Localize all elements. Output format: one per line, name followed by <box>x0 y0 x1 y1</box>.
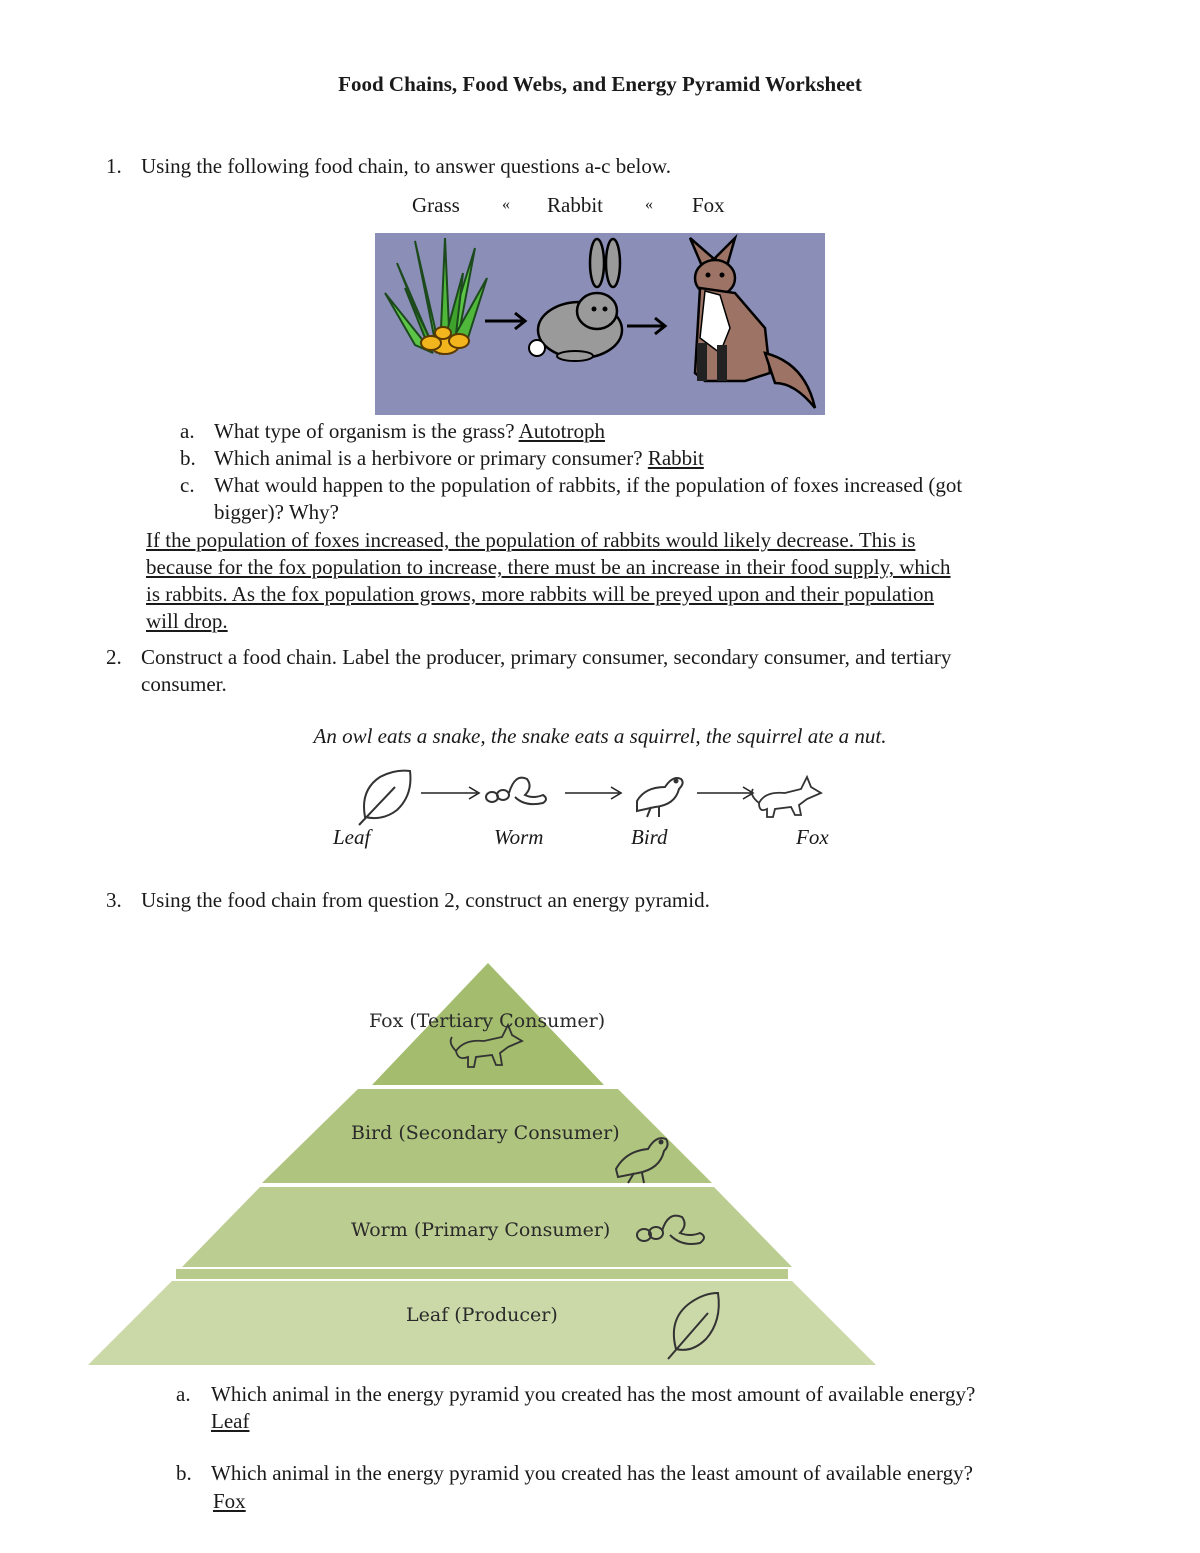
arrow-right-icon <box>697 787 753 799</box>
label-bird: Bird <box>631 825 668 849</box>
q1c-text-2: bigger)? Why? <box>214 500 339 524</box>
q1c-answer-line-3: is rabbits. As the fox population grows, more rabbits will be preyed upon and their population <box>146 582 934 606</box>
q1a-text: What type of organism is the grass? <box>214 419 515 443</box>
q2-sentence: An owl eats a snake, the snake eats a squirrel, the squirrel ate a nut. <box>313 724 887 748</box>
fox-icon <box>752 777 821 817</box>
pyramid-label-third: Worm (Primary Consumer) <box>351 1219 611 1241</box>
label-worm: Worm <box>494 825 544 849</box>
q1b-text: Which animal is a herbivore or primary consumer? <box>214 446 643 470</box>
q3a-text: Which animal in the energy pyramid you created has the most amount of available energy? <box>211 1382 976 1406</box>
q3b-text: Which animal in the energy pyramid you created has the least amount of available energy? <box>211 1461 973 1485</box>
label-fox: Fox <box>796 825 829 849</box>
label-leaf: Leaf <box>333 825 371 849</box>
page-title: Food Chains, Food Webs, and Energy Pyramid Worksheet <box>338 72 862 96</box>
q3b-answer: Fox <box>213 1489 246 1513</box>
chain-separator-1: « <box>502 196 510 213</box>
q2-text-2: consumer. <box>141 672 227 696</box>
q3a-answer: Leaf <box>211 1409 250 1433</box>
q1b-marker: b. <box>180 446 196 470</box>
food-chain-illustration <box>375 233 825 415</box>
worm-icon <box>486 778 546 805</box>
q1a-marker: a. <box>180 419 195 443</box>
q3a-marker: a. <box>176 1382 191 1406</box>
q1a-line <box>214 418 605 445</box>
q1b-answer: Rabbit <box>647 446 704 470</box>
arrow-right-icon <box>565 787 621 799</box>
chain-grass: Grass <box>412 193 460 217</box>
q1c-text-1: What would happen to the population of rabbits, if the population of foxes increased (got <box>214 473 963 497</box>
pyramid-label-second: Bird (Secondary Consumer) <box>351 1122 620 1144</box>
q3b-marker: b. <box>176 1461 192 1485</box>
pyramid-separator <box>176 1269 788 1279</box>
chain-fox: Fox <box>692 193 725 217</box>
q3-number: 3. <box>106 888 122 912</box>
q1c-answer-line-2: because for the fox population to increase, there must be an increase in their food supply, which <box>146 555 951 579</box>
pyramid-label-top: Fox (Tertiary Consumer) <box>369 1010 606 1032</box>
pyramid-label-bottom: Leaf (Producer) <box>406 1304 558 1326</box>
q1c-answer-line-1: If the population of foxes increased, the population of rabbits would likely decrease. This is <box>146 528 916 552</box>
q1-text: Using the following food chain, to answer questions a-c below. <box>141 154 671 178</box>
q2-number: 2. <box>106 645 122 669</box>
q2-text-1: Construct a food chain. Label the producer, primary consumer, secondary consumer, and tertiary <box>141 645 952 669</box>
q1b-line <box>214 445 704 472</box>
q2-food-chain-drawing <box>355 765 835 827</box>
q1-number: 1. <box>106 154 122 178</box>
q1a-answer: Autotroph <box>518 419 605 443</box>
q1c-answer-line-4: will drop. <box>146 609 228 633</box>
arrow-right-icon <box>421 787 479 799</box>
leaf-icon <box>359 771 410 825</box>
bird-icon <box>637 778 683 817</box>
chain-separator-2: « <box>645 196 653 213</box>
chain-rabbit: Rabbit <box>547 193 603 217</box>
q1c-marker: c. <box>180 473 195 497</box>
q3-text: Using the food chain from question 2, construct an energy pyramid. <box>141 888 710 912</box>
